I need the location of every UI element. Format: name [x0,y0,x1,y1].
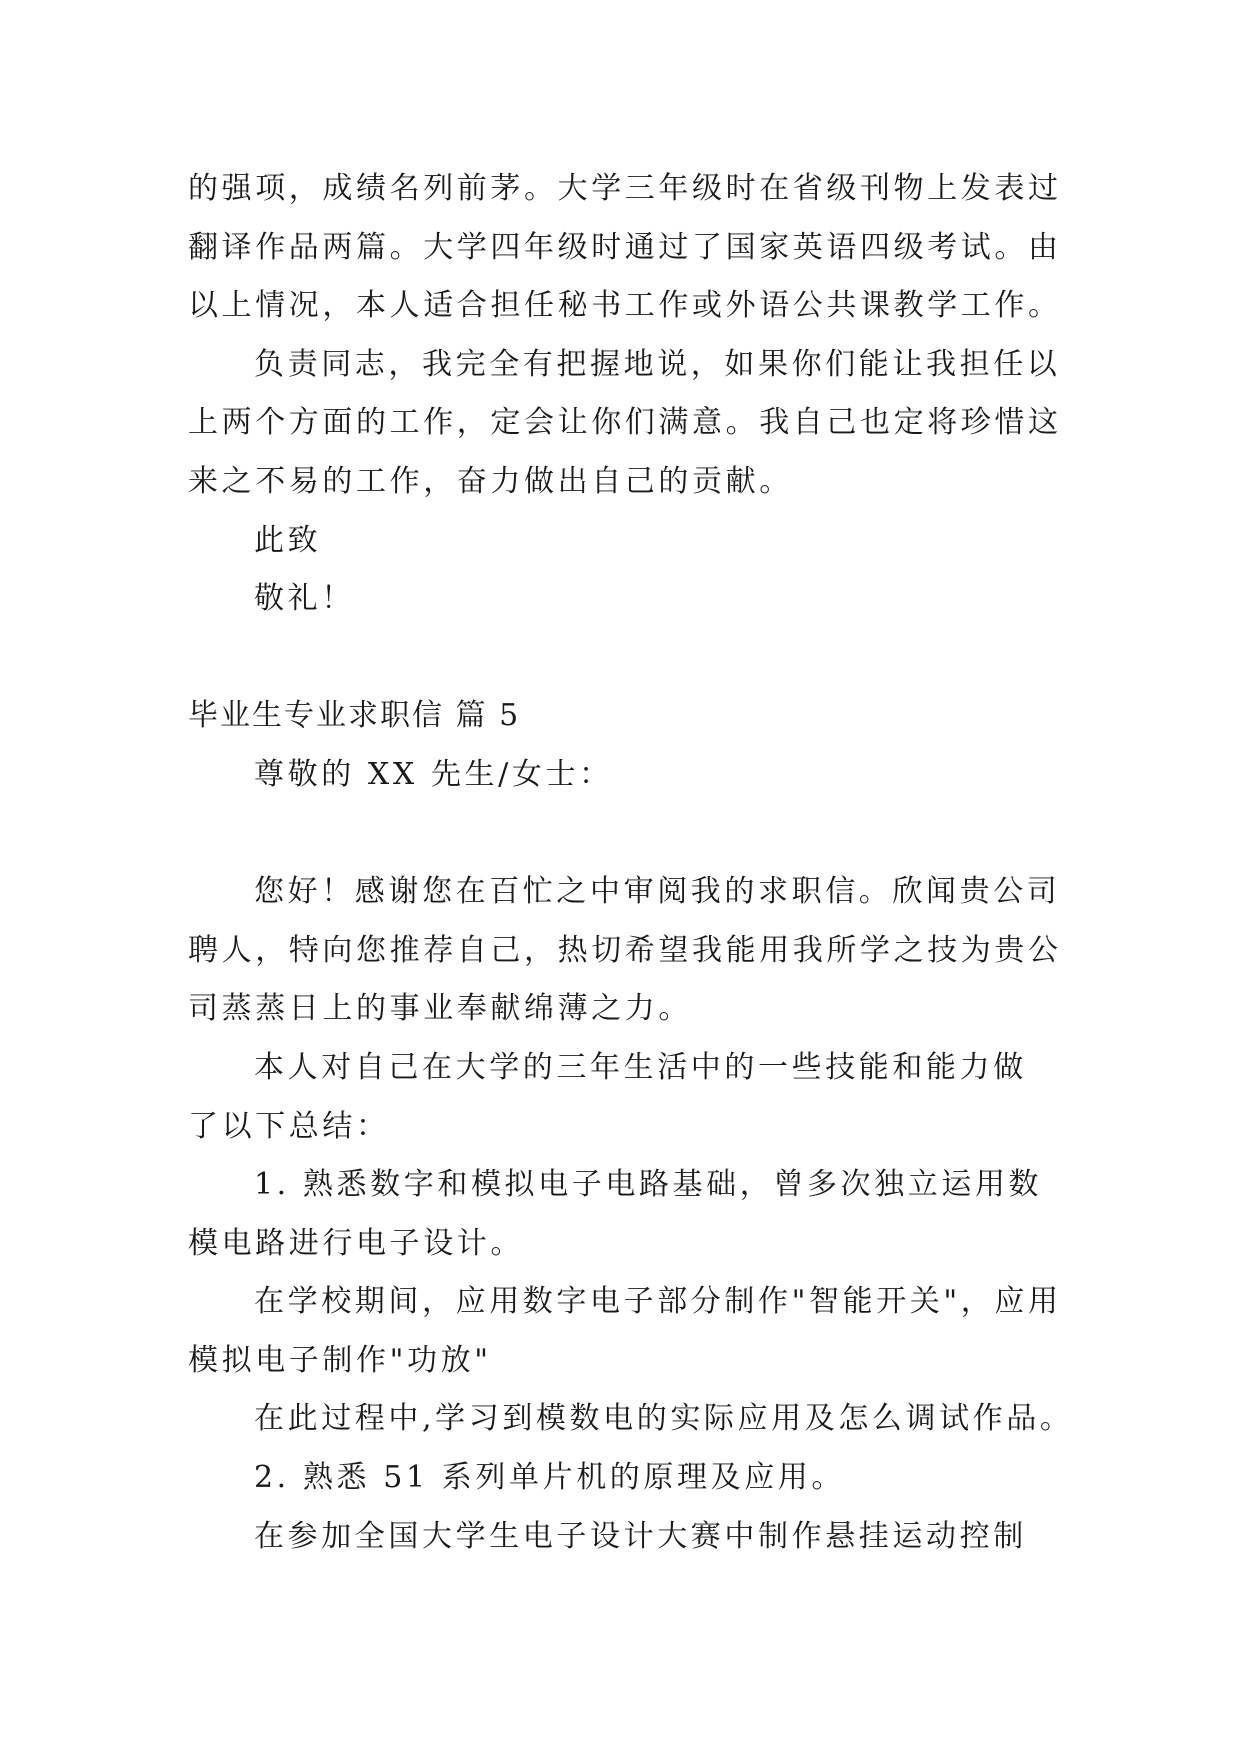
blank-line [188,805,1068,864]
closing-salutation: 此致 [254,522,322,558]
text-line: 在学校期间，应用数字电子部分制作"智能开关"，应用 [254,1284,1062,1320]
text-line: 聘人，特向您推荐自己，热切希望我能用我所学之技为贵公 [188,932,1062,968]
section-heading: 毕业生专业求职信 篇 5 [188,698,521,734]
document-body [188,160,1074,1566]
letter-greeting: 尊敬的 XX 先生/女士： [254,756,613,792]
text-line: 您好！感谢您在百忙之中审阅我的求职信。欣闻贵公司 [254,874,1061,910]
closing-regards: 敬礼！ [254,581,355,617]
text-line: 在此过程中,学习到模数电的实际应用及怎么调试作品。 [254,1401,1074,1437]
text-line: 模拟电子制作"功放" [188,1342,492,1378]
text-line: 负责同志，我完全有把握地说，如果你们能让我担任以 [254,346,1061,382]
text-line: 翻译作品两篇。大学四年级时通过了国家英语四级考试。由 [188,229,1062,265]
list-item-1: 1. 熟悉数字和模拟电子电路基础，曾多次独立运用数 [254,1167,1043,1203]
text-line: 的强项，成绩名列前茅。大学三年级时在省级刊物上发表过 [188,171,1062,206]
text-line: 模电路进行电子设计。 [188,1225,524,1261]
text-line: 来之不易的工作，奋力做出自己的贡献。 [188,463,793,499]
text-line: 司蒸蒸日上的事业奉献绵薄之力。 [188,991,692,1027]
text-line: 上两个方面的工作，定会让你们满意。我自己也定将珍惜这 [188,405,1062,441]
text-line: 在参加全国大学生电子设计大赛中制作悬挂运动控制 [254,1518,1027,1554]
text-line: 了以下总结： [188,1108,390,1144]
blank-line [188,629,1068,688]
text-line: 本人对自己在大学的三年生活中的一些技能和能力做 [254,1049,1027,1085]
text-line: 以上情况，本人适合担任秘书工作或外语公共课教学工作。 [188,288,1062,324]
list-item-2: 2. 熟悉 51 系列单片机的原理及应用。 [254,1460,846,1496]
